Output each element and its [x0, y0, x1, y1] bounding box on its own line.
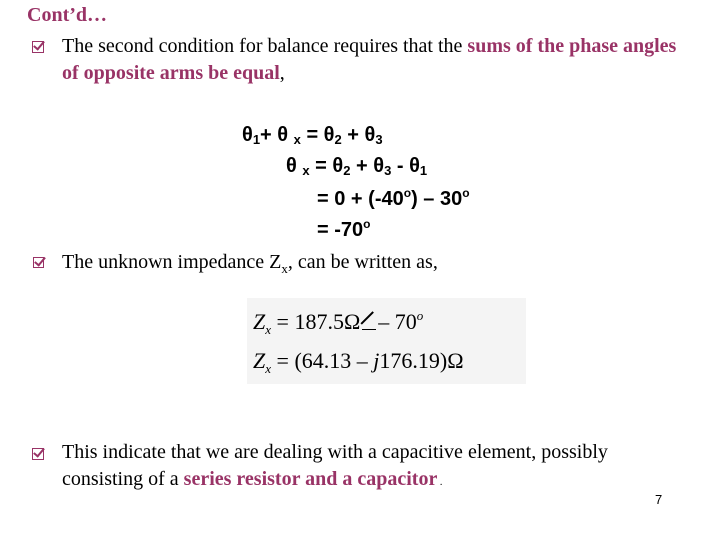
equation-line-2: θ $_x = \theta_2 + \theta_3 - \theta_1$ — [286, 155, 428, 178]
slide-title: Cont’d… — [27, 4, 108, 26]
formula-row-2: $Z_x = (64.13 - j176.19)\Omega$ — [253, 348, 464, 376]
checkbox-icon — [32, 448, 44, 460]
checkbox-icon — [33, 257, 44, 268]
bullet-3-text: This indicate that we are dealing with a capacitive element, possibly consisting of a series resistor and a capacitor . — [62, 441, 608, 490]
bullet-2-text: The unknown impedance $Z_x$, can be written as, — [62, 251, 438, 276]
bullet-1-plain: The second condition for balance requires that the — [62, 35, 468, 57]
bullet-3-highlight: series resistor and a capacitor — [183, 468, 438, 490]
angle-icon — [362, 316, 376, 330]
formula-row-1: $Z_x = 187.5\Omega - 70^o$ — [253, 308, 424, 337]
equation-line-3: = $0 + (-40^o) - 30^o$ — [317, 186, 470, 210]
bullet-1-tail: , — [279, 62, 285, 84]
equation-line-4: = $-70^o$ — [317, 217, 371, 241]
bullet-1-text — [62, 33, 682, 87]
bullet-1-highlight: sums of the phase angles of opposite arms be equal — [62, 35, 677, 84]
impedance-formula-image — [247, 298, 526, 384]
page-number: 7 — [655, 492, 663, 507]
equation-line-1: $\theta_1+ \theta$ $_x = \theta_2 + \theta_3$ — [242, 124, 383, 147]
checkbox-icon — [32, 41, 44, 53]
